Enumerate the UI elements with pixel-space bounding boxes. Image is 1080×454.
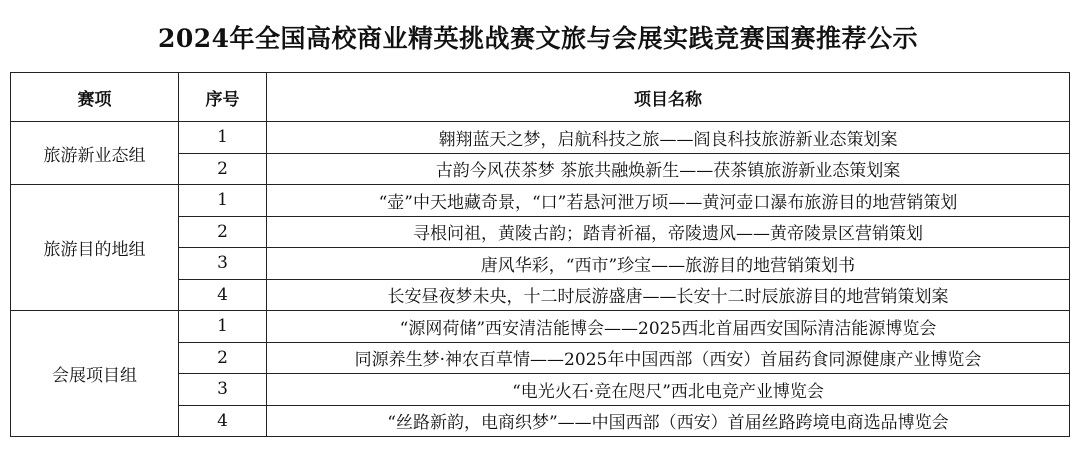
project-name: “丝路新韵，电商织梦”——中国西部（西安）首届丝路跨境电商选品博览会 [267, 405, 1070, 437]
recommendation-table [10, 72, 1070, 437]
project-name: 寻根问祖，黄陵古韵；踏青祈福，帝陵遗风——黄帝陵景区营销策划 [267, 216, 1070, 248]
table-header-row [11, 73, 1070, 122]
row-number: 2 [179, 153, 267, 185]
project-name: 翱翔蓝天之梦，启航科技之旅——阎良科技旅游新业态策划案 [267, 122, 1070, 154]
header-project-name: 项目名称 [267, 73, 1070, 122]
header-number: 序号 [179, 73, 267, 122]
project-name: 长安昼夜梦未央，十二时辰游盛唐——长安十二时辰旅游目的地营销策划案 [267, 279, 1070, 311]
group-name-destination: 旅游目的地组 [11, 185, 179, 311]
table-row [11, 122, 1070, 154]
group-name-new-tourism: 旅游新业态组 [11, 122, 179, 185]
project-name: 唐风华彩，“西市”珍宝——旅游目的地营销策划书 [267, 248, 1070, 280]
project-name: 同源养生梦·神农百草情——2025年中国西部（西安）首届药食同源健康产业博览会 [267, 342, 1070, 374]
project-name: “源网荷储”西安清洁能博会——2025西北首届西安国际清洁能源博览会 [267, 311, 1070, 343]
row-number: 3 [179, 374, 267, 406]
project-name: “电光火石·竞在咫尺”西北电竞产业博览会 [267, 374, 1070, 406]
row-number: 2 [179, 342, 267, 374]
header-category: 赛项 [11, 73, 179, 122]
row-number: 2 [179, 216, 267, 248]
row-number: 1 [179, 122, 267, 154]
row-number: 3 [179, 248, 267, 280]
page-title: 2024年全国高校商业精英挑战赛文旅与会展实践竞赛国赛推荐公示 [157, 24, 919, 53]
project-name: “壶”中天地藏奇景，“口”若悬河泄万顷——黄河壶口瀑布旅游目的地营销策划 [267, 185, 1070, 217]
row-number: 1 [179, 185, 267, 217]
table-row [11, 311, 1070, 343]
project-name: 古韵今风茯茶梦 茶旅共融焕新生——茯茶镇旅游新业态策划案 [267, 153, 1070, 185]
group-name-exhibition: 会展项目组 [11, 311, 179, 437]
table-row [11, 185, 1070, 217]
row-number: 4 [179, 279, 267, 311]
row-number: 4 [179, 405, 267, 437]
row-number: 1 [179, 311, 267, 343]
